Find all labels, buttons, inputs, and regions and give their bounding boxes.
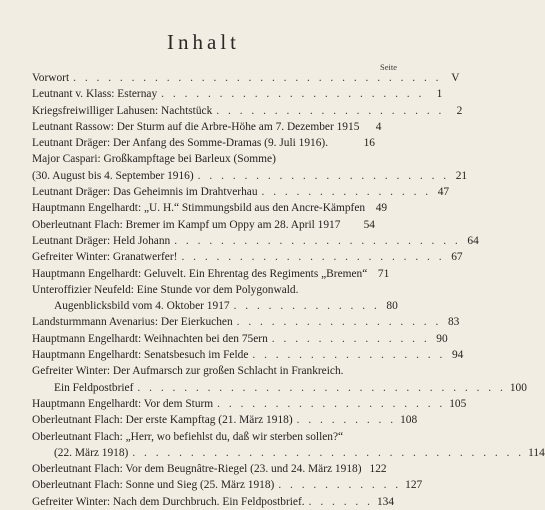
- toc-entry-title: Oberleutnant Flach: Der erste Kampftag (21. März 1918): [32, 414, 293, 427]
- toc-page-number: 127: [405, 479, 423, 492]
- toc-line: [32, 249, 463, 265]
- toc-entry-title: Oberleutnant Flach: Vor dem Beugnâtre-Riegel (23. und 24. März 1918): [32, 463, 362, 476]
- toc-line: [32, 445, 545, 461]
- toc-entry: [32, 429, 545, 462]
- toc-line: [32, 396, 467, 412]
- toc-page-number: 94: [451, 349, 464, 362]
- toc-page-number: 4: [375, 120, 382, 133]
- dot-leader: . . . . . .: [308, 495, 373, 508]
- toc-entry-title: Leutnant Dräger: Das Geheimnis im Drahtverhau: [32, 186, 258, 199]
- toc-line: [32, 119, 382, 135]
- toc-page-number: 105: [449, 397, 467, 410]
- toc-entry-title: Leutnant Dräger: Der Anfang des Somme-Dramas (9. Juli 1916).: [32, 137, 329, 150]
- toc-page-number: 83: [447, 316, 460, 329]
- toc-entry-title: Major Caspari: Großkampftage bei Barleux (Somme): [32, 153, 276, 166]
- toc-page-number: 134: [376, 495, 395, 508]
- toc-entry: [32, 477, 423, 493]
- page-title: Inhalt: [167, 30, 240, 54]
- toc-entry-title: Leutnant v. Klass: Esternay: [32, 88, 158, 101]
- toc-line: [32, 184, 450, 200]
- toc-page-number: 108: [400, 414, 418, 427]
- toc-line: [32, 429, 375, 445]
- toc-line: [32, 151, 375, 167]
- toc-entry-title: Ein Feldpostbrief: [54, 381, 134, 394]
- toc-line: [32, 461, 387, 477]
- dot-leader: . . . . . . . . . . . . . . . . . . . . . .: [197, 169, 450, 182]
- toc-page-number: 90: [436, 332, 448, 345]
- toc-line: [32, 363, 375, 379]
- toc-page-number: 2: [456, 104, 463, 117]
- toc-entry: [32, 119, 382, 135]
- toc-page-number: 71: [377, 267, 390, 280]
- toc-entry: [32, 217, 375, 233]
- toc-entry: [32, 233, 479, 249]
- toc-entry: [32, 314, 460, 330]
- toc-page-number: 80: [386, 300, 398, 313]
- toc-entry-title: Vorwort: [32, 72, 70, 84]
- toc-entry: [32, 151, 468, 184]
- dot-leader: . . . . . . . . . . . . . . . . .: [252, 349, 446, 362]
- toc-entry: [32, 347, 464, 363]
- toc-page-number: 47: [437, 186, 450, 199]
- toc-entry-title: Augenblicksbild vom 4. Oktober 1917: [54, 300, 230, 313]
- toc-entry-title: Leutnant Rassow: Der Sturm auf die Arbre-Höhe am 7. Dezember 1915: [32, 120, 360, 133]
- dot-leader: . . . . . . . . . . . . .: [233, 300, 380, 313]
- toc-line: [32, 70, 460, 86]
- dot-leader: . . . . . . . . . . . . . . . . . . . . . . . . .: [174, 234, 461, 247]
- toc-entry-title: Unteroffizier Neufeld: Eine Stunde vor dem Polygonwald.: [32, 283, 299, 296]
- toc-entry-title: Oberleutnant Flach: Sonne und Sieg (25. März 1918): [32, 479, 275, 492]
- dot-leader: . . . . . . . . . . . . . . .: [261, 186, 432, 199]
- toc-line: [32, 314, 460, 330]
- toc-line: [32, 494, 395, 510]
- toc-line: [32, 168, 468, 184]
- table-of-contents: [32, 70, 545, 510]
- toc-entry-title: Hauptmann Engelhardt: Senatsbesuch im Felde: [32, 349, 249, 362]
- toc-line: [32, 135, 375, 151]
- toc-page-number: 67: [451, 251, 463, 264]
- toc-entry: [32, 86, 443, 102]
- toc-page-number: 114: [528, 446, 545, 459]
- toc-entry: [32, 363, 527, 396]
- toc-entry-title: Hauptmann Engelhardt: Vor dem Sturm: [32, 397, 214, 410]
- toc-entry: [32, 135, 375, 151]
- toc-line: [32, 298, 398, 314]
- toc-entry: [32, 103, 463, 119]
- toc-page-number: 64: [467, 234, 479, 247]
- dot-leader: . . . . . . . . . . . . . . . . . . . . . . . . . . . . . . . .: [73, 72, 442, 84]
- toc-page-number: 16: [363, 137, 375, 150]
- toc-entry-title: Hauptmann Engelhardt: Weihnachten bei den 75ern: [32, 332, 268, 345]
- toc-page-number: 100: [509, 381, 527, 394]
- toc-entry: [32, 200, 388, 216]
- dot-leader: . . . . . . . . . . . . . . . . . . . . . . .: [181, 251, 445, 264]
- toc-entry: [32, 331, 448, 347]
- toc-entry: [32, 494, 395, 510]
- toc-line: [32, 200, 388, 216]
- dot-leader: . . . . . . . . . . . . . . . . . .: [236, 316, 442, 329]
- dot-leader: . . . . . . . . . . . . . . . . . . . . . . . . . . . . . . . . . .: [132, 446, 525, 459]
- toc-entry: [32, 70, 460, 86]
- toc-entry-title: Oberleutnant Flach: „Herr, wo befiehlst du, daß wir sterben sollen?“: [32, 430, 344, 443]
- toc-page-number: 49: [375, 202, 388, 215]
- toc-page-number: 21: [455, 169, 468, 182]
- toc-line: [32, 331, 448, 347]
- dot-leader: . . . . . . . . . . . . . .: [271, 332, 430, 345]
- toc-entry: [32, 412, 418, 428]
- dot-leader: . . . . . . . . . . . . . . . . . . . .: [216, 104, 445, 117]
- toc-entry-title: Hauptmann Engelhardt: Geluvelt. Ein Ehrentag des Regiments „Bremen“: [32, 267, 368, 280]
- toc-entry: [32, 266, 398, 315]
- toc-line: [32, 217, 375, 233]
- toc-entry-title: Gefreiter Winter: Nach dem Durchbruch. Ein Feldpostbrief.: [32, 495, 305, 508]
- toc-entry: [32, 249, 463, 265]
- toc-page-number: 122: [369, 463, 387, 476]
- toc-entry-title: (22. März 1918): [54, 446, 129, 459]
- dot-leader: . . . . . . . . .: [296, 414, 397, 427]
- dot-leader: . . . . . . . . . . . . . . . . . . . . . . . . . . . . . . . .: [137, 381, 506, 394]
- toc-entry-title: Oberleutnant Flach: Bremer im Kampf um Oppy am 28. April 1917: [32, 218, 341, 231]
- toc-entry-title: Hauptmann Engelhardt: „U. H.“ Stimmungsbild aus den Ancre-Kämpfen: [32, 202, 366, 215]
- toc-line: [32, 347, 464, 363]
- toc-line: [32, 266, 390, 282]
- toc-page-number: 1: [436, 88, 443, 101]
- toc-entry-title: (30. August bis 4. September 1916): [32, 169, 194, 182]
- toc-line: [32, 103, 463, 119]
- toc-line: [32, 282, 375, 298]
- toc-entry-title: Gefreiter Winter: Der Aufmarsch zur großen Schlacht in Frankreich.: [32, 365, 344, 378]
- toc-entry-title: Gefreiter Winter: Granatwerfer!: [32, 251, 178, 264]
- toc-line: [32, 477, 423, 493]
- toc-entry-title: Landsturmmann Avenarius: Der Eierkuchen: [32, 316, 233, 329]
- page-column-label: Seite: [380, 62, 397, 72]
- toc-entry: [32, 184, 450, 200]
- toc-page-number: 54: [363, 218, 375, 231]
- dot-leader: . . . . . . . . . . . . . . . . . . . .: [217, 397, 446, 410]
- toc-line: [32, 86, 443, 102]
- toc-line: [32, 233, 479, 249]
- toc-entry: [32, 461, 387, 477]
- dot-leader: . . . . . . . . . . . . . . . . . . . . . . .: [161, 88, 425, 101]
- toc-entry: [32, 396, 467, 412]
- toc-entry-title: Kriegsfreiwilliger Lahusen: Nachtstück: [32, 104, 213, 117]
- toc-entry-title: Leutnant Dräger: Held Johann: [32, 234, 171, 247]
- toc-page-number: V: [451, 72, 460, 84]
- dot-leader: . . . . . . . . . . .: [278, 479, 402, 492]
- toc-line: [32, 412, 418, 428]
- toc-line: [32, 380, 527, 396]
